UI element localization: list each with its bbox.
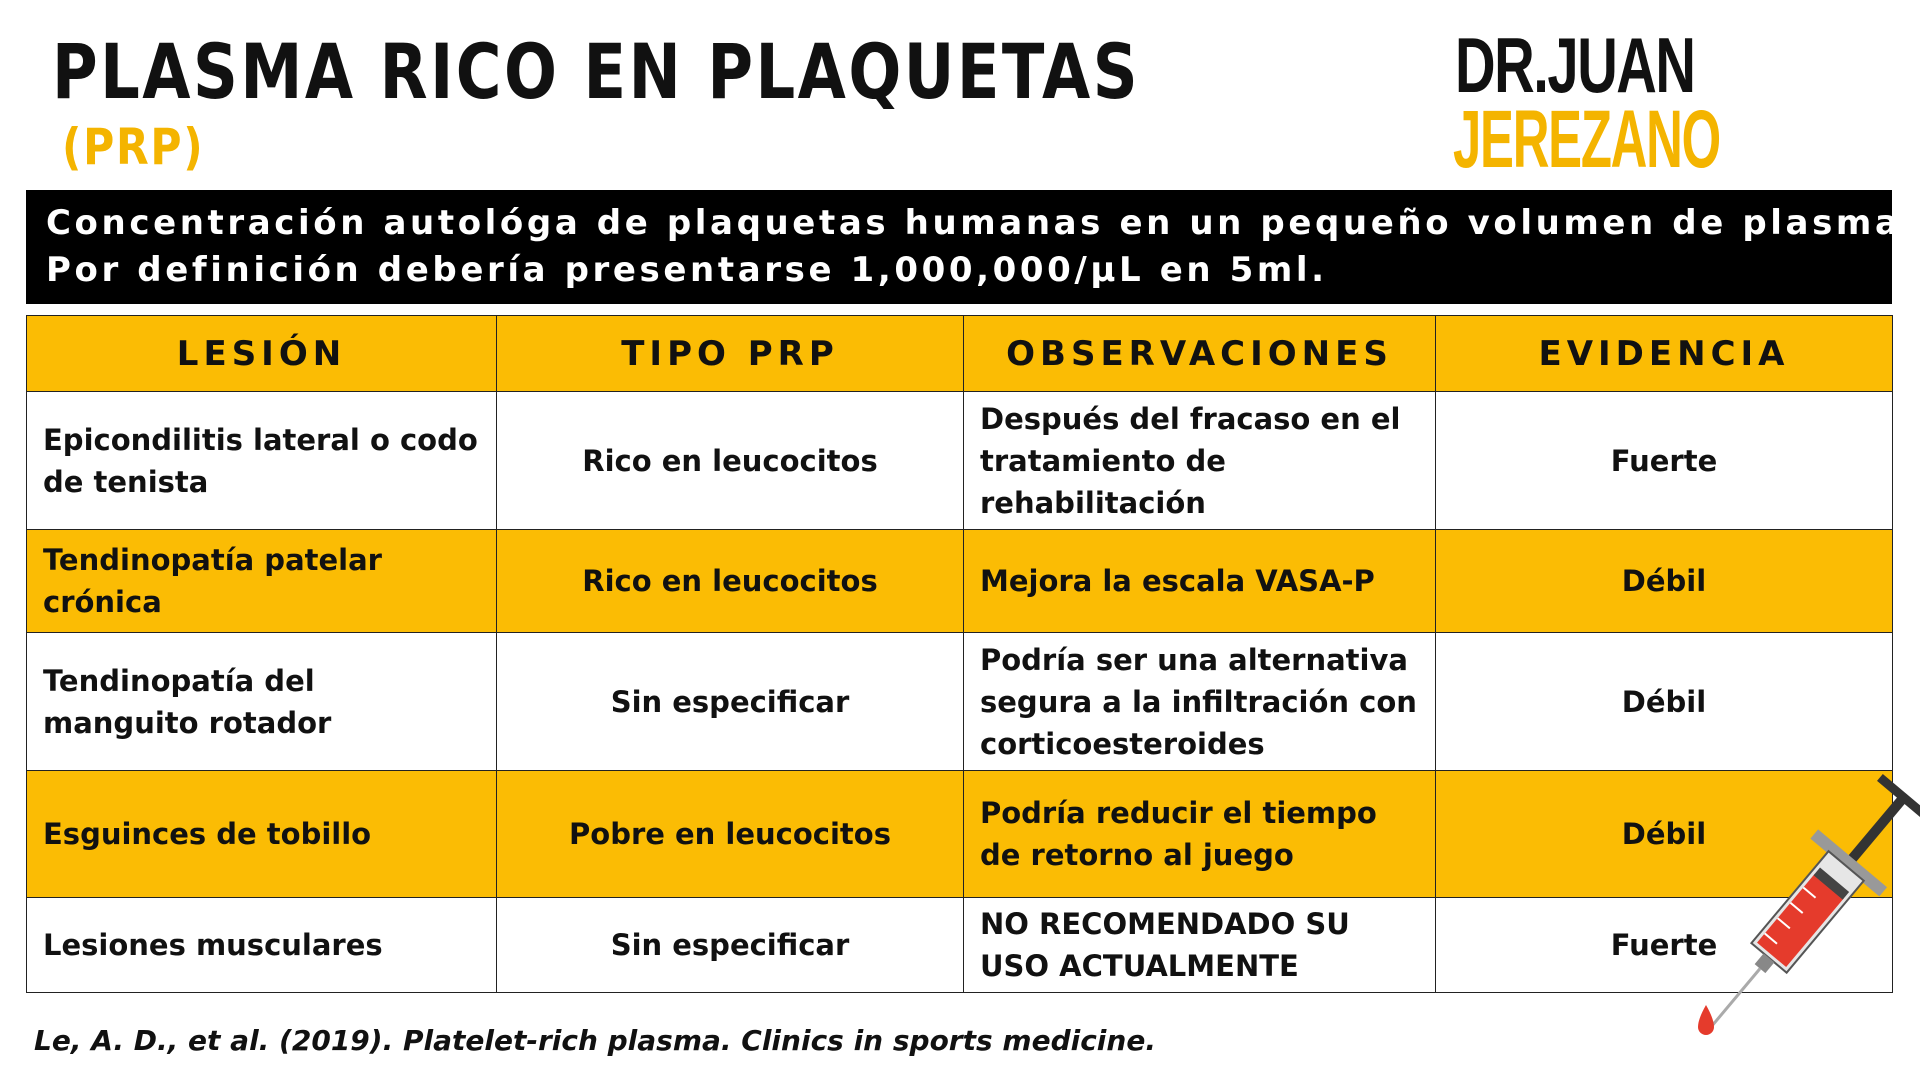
prp-table	[26, 315, 1893, 993]
cell-lesion: Esguinces de tobillo	[27, 771, 497, 898]
banner-line-2: Por definición debería presentarse 1,000,000/µL en 5ml.	[46, 250, 1328, 290]
cell-observaciones: Podría ser una alternativa segura a la infiltración con corticoesteroides	[964, 633, 1436, 771]
table-row	[27, 392, 1893, 530]
cell-evidencia: Débil	[1436, 771, 1893, 898]
cell-lesion: Tendinopatía patelar crónica	[27, 530, 497, 633]
cell-observaciones: NO RECOMENDADO SU USO ACTUALMENTE	[964, 898, 1436, 993]
cell-observaciones: Podría reducir el tiempo de retorno al juego	[964, 771, 1436, 898]
cell-evidencia: Débil	[1436, 530, 1893, 633]
cell-evidencia: Fuerte	[1436, 898, 1893, 993]
cell-observaciones: Después del fracaso en el tratamiento de rehabilitación	[964, 392, 1436, 530]
table-header-row	[27, 316, 1893, 392]
cell-tipo: Pobre en leucocitos	[497, 771, 964, 898]
cell-tipo: Rico en leucocitos	[497, 530, 964, 633]
column-header-observaciones: OBSERVACIONES	[964, 316, 1436, 392]
cell-observaciones: Mejora la escala VASA-P	[964, 530, 1436, 633]
table-row	[27, 771, 1893, 898]
logo-line-2: JEREZANO	[1453, 93, 1721, 185]
cell-evidencia: Débil	[1436, 633, 1893, 771]
table-row	[27, 633, 1893, 771]
syringe-icon	[1690, 765, 1920, 1065]
page-subtitle: (PRP)	[62, 118, 205, 176]
logo-line-1: DR.JUAN	[1455, 21, 1696, 109]
cell-tipo: Rico en leucocitos	[497, 392, 964, 530]
citation: Le, A. D., et al. (2019). Platelet-rich plasma. Clinics in sports medicine.	[34, 1024, 1156, 1057]
column-header-tipo: TIPO PRP	[497, 316, 964, 392]
column-header-lesion: LESIÓN	[27, 316, 497, 392]
brand-logo	[1453, 21, 1884, 185]
table-row	[27, 898, 1893, 993]
cell-lesion: Tendinopatía del manguito rotador	[27, 633, 497, 771]
cell-evidencia: Fuerte	[1436, 392, 1893, 530]
page-title: PLASMA RICO EN PLAQUETAS	[52, 27, 1141, 116]
cell-lesion: Lesiones musculares	[27, 898, 497, 993]
cell-lesion: Epicondilitis lateral o codo de tenista	[27, 392, 497, 530]
banner-line-1: Concentración autológa de plaquetas humanas en un pequeño volumen de plasma.	[46, 203, 1918, 243]
cell-tipo: Sin especificar	[497, 898, 964, 993]
cell-tipo: Sin especificar	[497, 633, 964, 771]
table-row	[27, 530, 1893, 633]
definition-banner	[26, 190, 1918, 304]
column-header-evidencia: EVIDENCIA	[1436, 316, 1893, 392]
